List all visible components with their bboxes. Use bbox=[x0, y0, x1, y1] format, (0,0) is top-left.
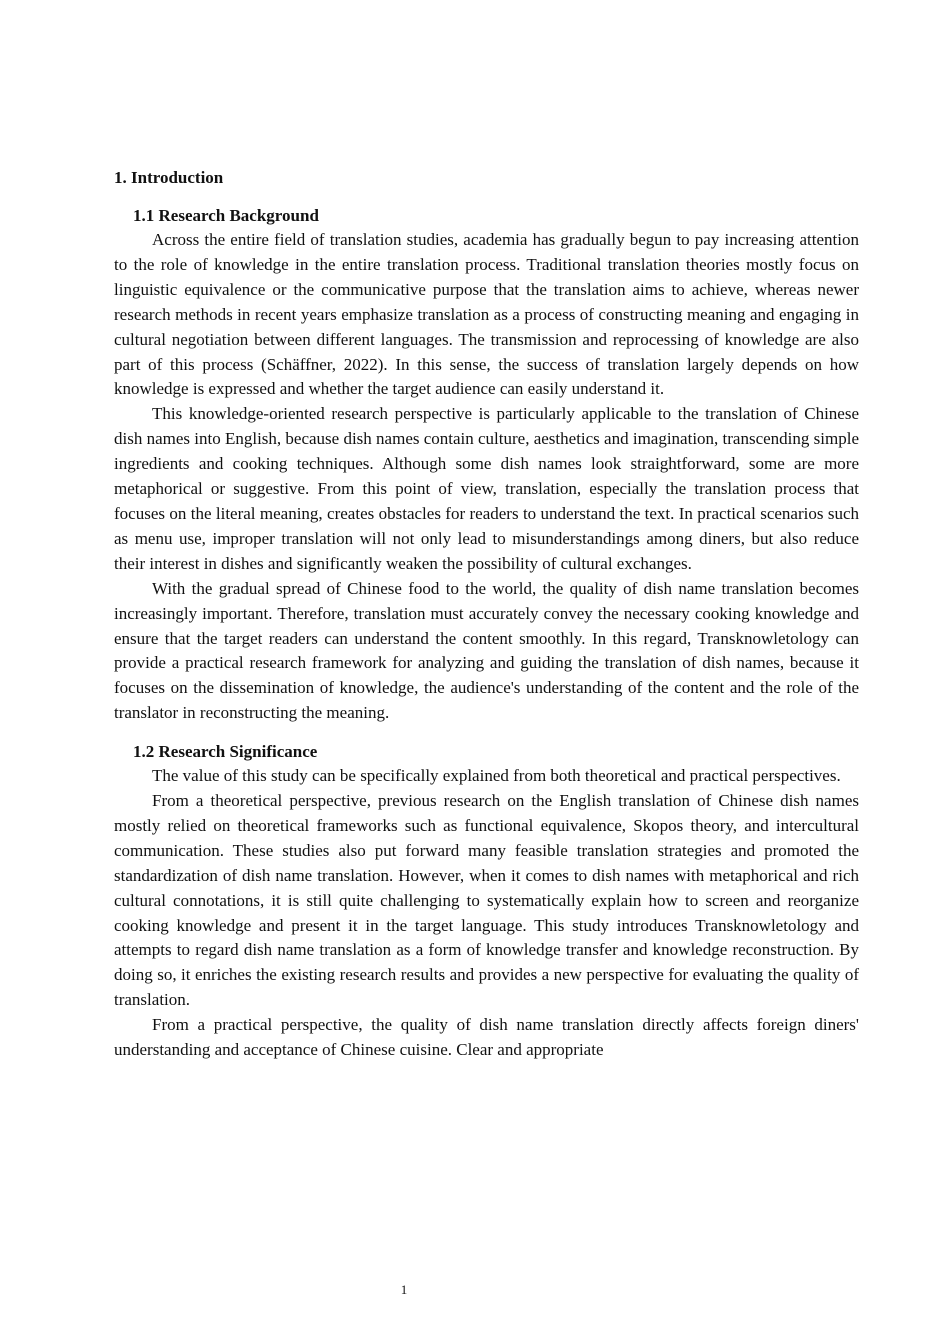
paragraph: The value of this study can be specifically explained from both theoretical and practical perspectives. bbox=[152, 766, 841, 786]
subsection-heading-research-background: 1.1 Research Background bbox=[133, 206, 319, 225]
section-heading-introduction: 1. Introduction bbox=[114, 168, 224, 187]
paragraph: This knowledge-oriented research perspective is particularly applicable to the translation of Chinese dish names into English, because dish names contain culture, aesthetics and imagination, transcending simple ingredients and cooking techniques. Although some dish names look straightforward, some are more metaphorical or suggestive. From this point of view, translation, especially the translation process that focuses on the literal meaning, creates obstacles for readers to understand the text. In practical scenarios such as menu use, improper translation will not only lead to misunderstandings among diners, but also reduce their interest in dishes and significantly weaken the possibility of cultural exchanges. bbox=[114, 404, 859, 573]
paragraph: With the gradual spread of Chinese food to the world, the quality of dish name translation becomes increasingly important. Therefore, translation must accurately convey the necessary cooking knowledge and ensure that the target readers can understand the content smoothly. In this regard, Transknowletology can provide a practical research framework for analyzing and guiding the translation of dish names, because it focuses on the dissemination of knowledge, the audience's understanding of the content and the role of the translator in reconstructing the meaning. bbox=[114, 578, 859, 723]
document-body bbox=[114, 166, 859, 1063]
paragraph: From a theoretical perspective, previous research on the English translation of Chinese dish names mostly relied on theoretical frameworks such as functional equivalence, Skopos theory, and intercultural communication. These studies also put forward many feasible translation strategies and promoted the standardization of dish name translation. However, when it comes to dish names with metaphorical and rich cultural connotations, it is still quite challenging to systematically explain how to screen and reorganize cooking knowledge and present it in the target language. This study introduces Transknowletology and attempts to regard dish name translation as a form of knowledge transfer and knowledge reconstruction. By doing so, it enriches the existing research results and provides a new perspective for evaluating the quality of translation. bbox=[114, 791, 859, 1010]
subsection-heading-research-significance: 1.2 Research Significance bbox=[133, 742, 318, 762]
paragraph: Across the entire field of translation studies, academia has gradually begun to pay increasing attention to the role of knowledge in the entire translation process. Traditional translation theories mostly focus on linguistic equivalence or the communicative purpose that the translation aims to achieve, whereas newer research methods in recent years emphasize translation as a process of constructing meaning and engaging in cultural negotiation between different languages. The transmission and reprocessing of knowledge are also part of this process (Schäffner, 2022). In this sense, the success of translation largely depends on how knowledge is expressed and whether the target audience can easily understand it. bbox=[114, 230, 859, 399]
paragraph: From a practical perspective, the quality of dish name translation directly affects foreign diners' understanding and acceptance of Chinese cuisine. Clear and appropriate bbox=[114, 1015, 859, 1060]
page-number: 1 bbox=[400, 1282, 408, 1297]
